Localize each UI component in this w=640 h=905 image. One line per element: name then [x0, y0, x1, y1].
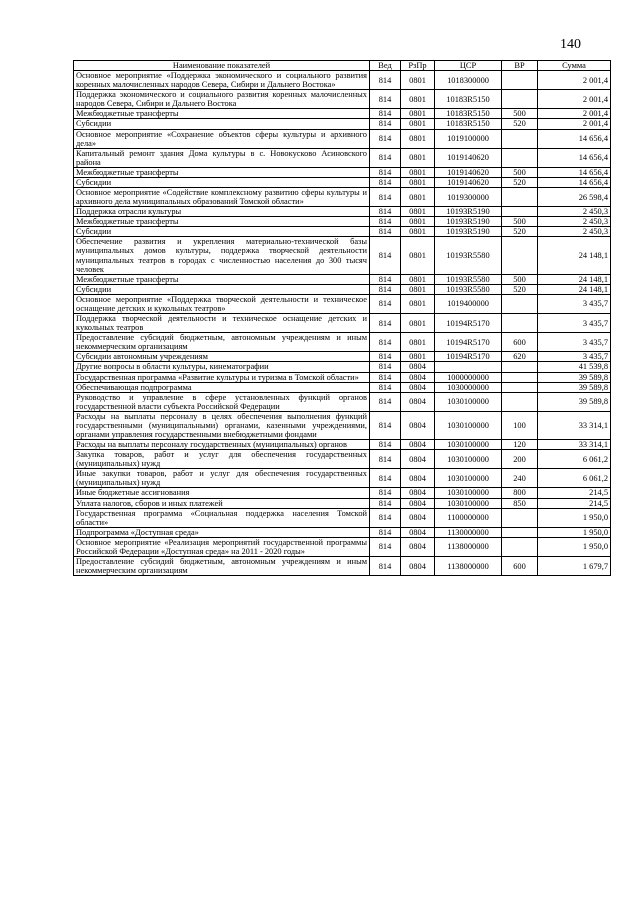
- table-row: [74, 314, 611, 333]
- table-row: [74, 237, 611, 274]
- table-row: [74, 294, 611, 313]
- cell-sum: 214,5: [538, 488, 611, 498]
- cell-rzpr: 0804: [401, 440, 435, 450]
- cell-name: Закупка товаров, работ и услуг для обеспечения государственных (муниципальных) нужд: [74, 450, 370, 469]
- cell-csr: 1030100000: [435, 392, 502, 411]
- cell-csr: 1019100000: [435, 129, 502, 148]
- table-row: [74, 527, 611, 537]
- table-row: [74, 333, 611, 352]
- table-row: [74, 392, 611, 411]
- cell-ved: 814: [370, 284, 401, 294]
- cell-ved: 814: [370, 148, 401, 167]
- cell-rzpr: 0804: [401, 556, 435, 575]
- cell-ved: 814: [370, 119, 401, 129]
- cell-sum: 39 589,8: [538, 382, 611, 392]
- cell-vr: 600: [502, 556, 538, 575]
- cell-csr: 10193R5190: [435, 217, 502, 227]
- cell-rzpr: 0804: [401, 508, 435, 527]
- cell-name: Межбюджетные трансферты: [74, 167, 370, 177]
- cell-csr: 1138000000: [435, 537, 502, 556]
- cell-ved: 814: [370, 217, 401, 227]
- cell-name: Обеспечивающая подпрограмма: [74, 382, 370, 392]
- cell-sum: 41 539,8: [538, 362, 611, 372]
- cell-ved: 814: [370, 469, 401, 488]
- cell-sum: 14 656,4: [538, 177, 611, 187]
- cell-vr: [502, 71, 538, 90]
- table-row: [74, 382, 611, 392]
- cell-csr: 1019140620: [435, 148, 502, 167]
- cell-sum: 24 148,1: [538, 237, 611, 274]
- cell-rzpr: 0804: [401, 498, 435, 508]
- cell-vr: [502, 294, 538, 313]
- budget-table: [73, 60, 611, 576]
- cell-vr: [502, 237, 538, 274]
- cell-sum: 33 314,1: [538, 440, 611, 450]
- cell-vr: 200: [502, 450, 538, 469]
- cell-vr: 520: [502, 284, 538, 294]
- cell-name: Обеспечение развития и укрепления материально-технической базы муниципальных домов культуры, поддержка творческой деятельности муниципальных театров в городах с численностью населения до 300 тысяч человек: [74, 237, 370, 274]
- cell-vr: [502, 207, 538, 217]
- table-row: [74, 284, 611, 294]
- cell-csr: 10193R5580: [435, 274, 502, 284]
- cell-ved: 814: [370, 109, 401, 119]
- cell-sum: 214,5: [538, 498, 611, 508]
- header-ved: Вед: [370, 61, 401, 71]
- cell-ved: 814: [370, 237, 401, 274]
- table-row: [74, 411, 611, 439]
- cell-ved: 814: [370, 382, 401, 392]
- cell-vr: 520: [502, 227, 538, 237]
- table-row: [74, 508, 611, 527]
- cell-rzpr: 0804: [401, 411, 435, 439]
- cell-sum: 2 450,3: [538, 227, 611, 237]
- table-row: [74, 227, 611, 237]
- table-row: [74, 556, 611, 575]
- cell-name: Основное мероприятие «Поддержка экономического и социального развития коренных малочисленных народов Севера, Сибири и Дальнего Востока»: [74, 71, 370, 90]
- cell-ved: 814: [370, 556, 401, 575]
- cell-sum: 39 589,8: [538, 392, 611, 411]
- cell-sum: 2 001,4: [538, 71, 611, 90]
- cell-name: Предоставление субсидий бюджетным, автономным учреждениям и иным некоммерческим организациям: [74, 556, 370, 575]
- cell-rzpr: 0801: [401, 71, 435, 90]
- cell-ved: 814: [370, 90, 401, 109]
- cell-ved: 814: [370, 71, 401, 90]
- table-row: [74, 372, 611, 382]
- table-row: [74, 440, 611, 450]
- cell-vr: 120: [502, 440, 538, 450]
- cell-sum: 33 314,1: [538, 411, 611, 439]
- table-row: [74, 362, 611, 372]
- header-sum: Сумма: [538, 61, 611, 71]
- cell-ved: 814: [370, 177, 401, 187]
- cell-sum: 2 001,4: [538, 90, 611, 109]
- cell-name: Другие вопросы в области культуры, кинематографии: [74, 362, 370, 372]
- cell-csr: 1019140620: [435, 167, 502, 177]
- cell-sum: 3 435,7: [538, 352, 611, 362]
- cell-sum: 3 435,7: [538, 314, 611, 333]
- cell-sum: 26 598,4: [538, 188, 611, 207]
- cell-vr: 520: [502, 177, 538, 187]
- header-vr: ВР: [502, 61, 538, 71]
- cell-name: Руководство и управление в сфере установленных функций органов государственной власти субъекта Российской Федерации: [74, 392, 370, 411]
- cell-sum: 2 001,4: [538, 109, 611, 119]
- cell-csr: 1030100000: [435, 440, 502, 450]
- cell-ved: 814: [370, 129, 401, 148]
- cell-sum: 3 435,7: [538, 294, 611, 313]
- cell-ved: 814: [370, 227, 401, 237]
- cell-name: Межбюджетные трансферты: [74, 217, 370, 227]
- cell-rzpr: 0804: [401, 392, 435, 411]
- cell-rzpr: 0804: [401, 362, 435, 372]
- cell-vr: 500: [502, 274, 538, 284]
- cell-name: Субсидии: [74, 227, 370, 237]
- cell-ved: 814: [370, 362, 401, 372]
- table-row: [74, 217, 611, 227]
- cell-sum: 6 061,2: [538, 450, 611, 469]
- cell-rzpr: 0801: [401, 333, 435, 352]
- table-row: [74, 450, 611, 469]
- cell-ved: 814: [370, 440, 401, 450]
- cell-csr: 1130000000: [435, 527, 502, 537]
- table-row: [74, 469, 611, 488]
- cell-ved: 814: [370, 527, 401, 537]
- cell-ved: 814: [370, 352, 401, 362]
- table-row: [74, 148, 611, 167]
- cell-rzpr: 0801: [401, 274, 435, 284]
- cell-sum: 1 950,0: [538, 537, 611, 556]
- table-row: [74, 90, 611, 109]
- cell-name: Поддержка отрасли культуры: [74, 207, 370, 217]
- cell-name: Субсидии: [74, 119, 370, 129]
- table-row: [74, 207, 611, 217]
- cell-name: Государственная программа «Развитие культуры и туризма в Томской области»: [74, 372, 370, 382]
- cell-vr: 500: [502, 109, 538, 119]
- cell-vr: [502, 382, 538, 392]
- cell-csr: 1000000000: [435, 372, 502, 382]
- cell-name: Основное мероприятие «Сохранение объектов сферы культуры и архивного дела»: [74, 129, 370, 148]
- cell-rzpr: 0801: [401, 207, 435, 217]
- cell-csr: 1019300000: [435, 188, 502, 207]
- cell-vr: 800: [502, 488, 538, 498]
- cell-csr: 1030100000: [435, 411, 502, 439]
- cell-name: Расходы на выплаты персоналу в целях обеспечения выполнения функций государственными (муниципальными) органами, казенными учреждениями, органами управления государственными внебюджетными фондами: [74, 411, 370, 439]
- cell-rzpr: 0801: [401, 352, 435, 362]
- cell-vr: [502, 392, 538, 411]
- cell-name: Государственная программа «Социальная поддержка населения Томской области»: [74, 508, 370, 527]
- cell-csr: 1030100000: [435, 498, 502, 508]
- table-row: [74, 498, 611, 508]
- cell-vr: [502, 90, 538, 109]
- cell-ved: 814: [370, 537, 401, 556]
- table-row: [74, 352, 611, 362]
- cell-sum: 14 656,4: [538, 129, 611, 148]
- cell-csr: 10193R5190: [435, 227, 502, 237]
- cell-csr: 1030100000: [435, 469, 502, 488]
- cell-name: Субсидии: [74, 284, 370, 294]
- cell-ved: 814: [370, 392, 401, 411]
- cell-vr: [502, 508, 538, 527]
- cell-sum: 2 450,3: [538, 207, 611, 217]
- cell-name: Поддержка экономического и социального развития коренных малочисленных народов Севера, Сибири и Дальнего Востока: [74, 90, 370, 109]
- cell-rzpr: 0801: [401, 119, 435, 129]
- cell-ved: 814: [370, 167, 401, 177]
- cell-vr: 520: [502, 119, 538, 129]
- header-csr: ЦСР: [435, 61, 502, 71]
- cell-rzpr: 0801: [401, 227, 435, 237]
- table-row: [74, 71, 611, 90]
- table-row: [74, 537, 611, 556]
- cell-name: Межбюджетные трансферты: [74, 109, 370, 119]
- cell-sum: 1 950,0: [538, 508, 611, 527]
- cell-vr: 600: [502, 333, 538, 352]
- cell-rzpr: 0801: [401, 284, 435, 294]
- cell-name: Предоставление субсидий бюджетным, автономным учреждениям и иным некоммерческим организациям: [74, 333, 370, 352]
- cell-ved: 814: [370, 314, 401, 333]
- cell-csr: 10194R5170: [435, 352, 502, 362]
- table-row: [74, 177, 611, 187]
- cell-name: Основное мероприятие «Поддержка творческой деятельности и техническое оснащение детских и кукольных театров»: [74, 294, 370, 313]
- cell-name: Межбюджетные трансферты: [74, 274, 370, 284]
- table-row: [74, 167, 611, 177]
- cell-ved: 814: [370, 498, 401, 508]
- cell-sum: 1 950,0: [538, 527, 611, 537]
- cell-rzpr: 0801: [401, 314, 435, 333]
- cell-name: Основное мероприятие «Содействие комплексному развитию сферы культуры и архивного дела муниципальных образований Томской области»: [74, 188, 370, 207]
- cell-ved: 814: [370, 294, 401, 313]
- cell-ved: 814: [370, 188, 401, 207]
- cell-vr: 240: [502, 469, 538, 488]
- cell-rzpr: 0801: [401, 237, 435, 274]
- header-rzpr: РзПр: [401, 61, 435, 71]
- table-row: [74, 109, 611, 119]
- table-row: [74, 274, 611, 284]
- cell-csr: 1100000000: [435, 508, 502, 527]
- cell-csr: 10183R5150: [435, 109, 502, 119]
- cell-rzpr: 0801: [401, 177, 435, 187]
- cell-rzpr: 0804: [401, 382, 435, 392]
- cell-name: Уплата налогов, сборов и иных платежей: [74, 498, 370, 508]
- cell-vr: [502, 314, 538, 333]
- cell-vr: 850: [502, 498, 538, 508]
- cell-rzpr: 0804: [401, 527, 435, 537]
- cell-rzpr: 0801: [401, 217, 435, 227]
- table-row: [74, 129, 611, 148]
- cell-rzpr: 0801: [401, 167, 435, 177]
- cell-csr: 1138000000: [435, 556, 502, 575]
- cell-sum: 2 001,4: [538, 119, 611, 129]
- cell-vr: 620: [502, 352, 538, 362]
- cell-rzpr: 0804: [401, 372, 435, 382]
- cell-rzpr: 0804: [401, 450, 435, 469]
- cell-csr: 1019400000: [435, 294, 502, 313]
- cell-name: Поддержка творческой деятельности и техническое оснащение детских и кукольных театров: [74, 314, 370, 333]
- cell-csr: [435, 362, 502, 372]
- table-row: [74, 119, 611, 129]
- cell-vr: [502, 362, 538, 372]
- cell-vr: [502, 372, 538, 382]
- cell-name: Субсидии автономным учреждениям: [74, 352, 370, 362]
- cell-csr: 10193R5190: [435, 207, 502, 217]
- cell-csr: 10193R5580: [435, 237, 502, 274]
- cell-sum: 39 589,8: [538, 372, 611, 382]
- cell-csr: 10183R5150: [435, 119, 502, 129]
- header-name: Наименование показателей: [74, 61, 370, 71]
- table-header-row: [74, 61, 611, 71]
- cell-name: Подпрограмма «Доступная среда»: [74, 527, 370, 537]
- cell-sum: 24 148,1: [538, 284, 611, 294]
- cell-ved: 814: [370, 450, 401, 469]
- table-row: [74, 488, 611, 498]
- page-number: 140: [560, 37, 581, 52]
- cell-sum: 6 061,2: [538, 469, 611, 488]
- cell-rzpr: 0801: [401, 109, 435, 119]
- cell-csr: 10194R5170: [435, 333, 502, 352]
- cell-name: Расходы на выплаты персоналу государственных (муниципальных) органов: [74, 440, 370, 450]
- cell-csr: 10183R5150: [435, 90, 502, 109]
- cell-csr: 1019140620: [435, 177, 502, 187]
- cell-ved: 814: [370, 372, 401, 382]
- table-row: [74, 188, 611, 207]
- cell-rzpr: 0804: [401, 537, 435, 556]
- cell-name: Субсидии: [74, 177, 370, 187]
- cell-csr: 10194R5170: [435, 314, 502, 333]
- cell-rzpr: 0804: [401, 469, 435, 488]
- cell-vr: 500: [502, 167, 538, 177]
- cell-sum: 14 656,4: [538, 167, 611, 177]
- cell-csr: 1030100000: [435, 488, 502, 498]
- cell-sum: 3 435,7: [538, 333, 611, 352]
- cell-rzpr: 0801: [401, 90, 435, 109]
- cell-sum: 14 656,4: [538, 148, 611, 167]
- cell-sum: 1 679,7: [538, 556, 611, 575]
- cell-vr: [502, 537, 538, 556]
- cell-ved: 814: [370, 207, 401, 217]
- cell-name: Основное мероприятие «Реализация мероприятий государственной программы Российской Федерации «Доступная среда» на 2011 - 2020 годы»: [74, 537, 370, 556]
- cell-csr: 1018300000: [435, 71, 502, 90]
- cell-vr: 100: [502, 411, 538, 439]
- cell-rzpr: 0804: [401, 488, 435, 498]
- cell-vr: [502, 527, 538, 537]
- cell-csr: 10193R5580: [435, 284, 502, 294]
- cell-rzpr: 0801: [401, 188, 435, 207]
- cell-vr: [502, 188, 538, 207]
- cell-rzpr: 0801: [401, 148, 435, 167]
- cell-sum: 2 450,3: [538, 217, 611, 227]
- cell-csr: 1030100000: [435, 450, 502, 469]
- cell-csr: 1030000000: [435, 382, 502, 392]
- cell-ved: 814: [370, 508, 401, 527]
- cell-rzpr: 0801: [401, 129, 435, 148]
- cell-vr: [502, 148, 538, 167]
- cell-name: Иные бюджетные ассигнования: [74, 488, 370, 498]
- cell-rzpr: 0801: [401, 294, 435, 313]
- cell-ved: 814: [370, 333, 401, 352]
- cell-vr: [502, 129, 538, 148]
- table-body: [74, 71, 611, 576]
- cell-ved: 814: [370, 274, 401, 284]
- cell-ved: 814: [370, 411, 401, 439]
- cell-name: Капитальный ремонт здания Дома культуры в с. Новокусково Асиновского района: [74, 148, 370, 167]
- cell-sum: 24 148,1: [538, 274, 611, 284]
- cell-vr: 500: [502, 217, 538, 227]
- cell-ved: 814: [370, 488, 401, 498]
- cell-name: Иные закупки товаров, работ и услуг для обеспечения государственных (муниципальных) нужд: [74, 469, 370, 488]
